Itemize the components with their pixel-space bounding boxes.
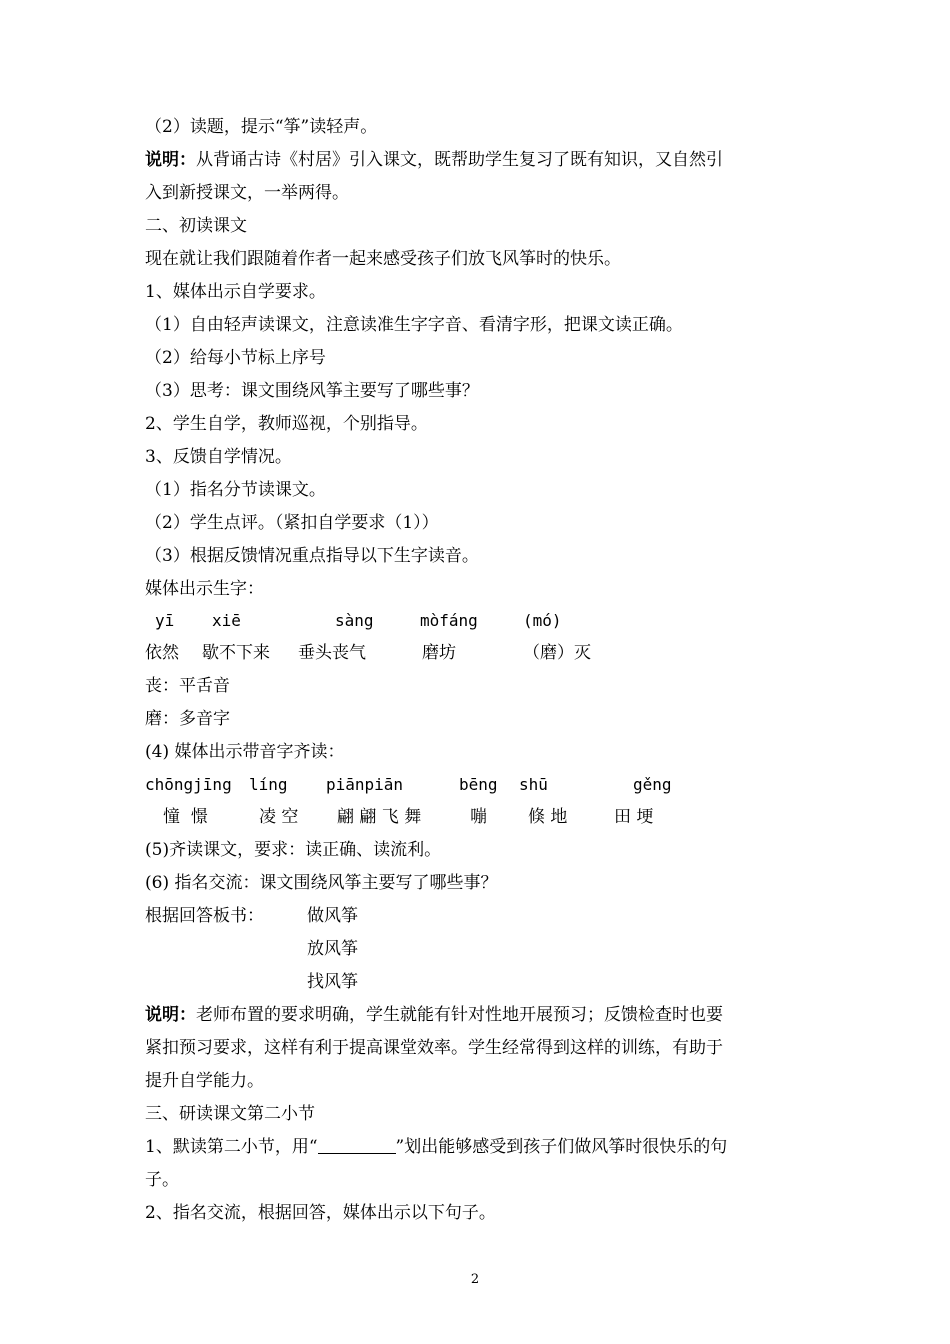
text-line: 磨：多音字: [145, 709, 230, 729]
note-label: 说明：: [145, 1005, 196, 1025]
text-line: (4) 媒体出示带音字齐读：: [145, 742, 345, 762]
pinyin: piānpiān: [326, 775, 404, 794]
pinyin: bēng: [459, 775, 498, 794]
board-item: 放风筝: [307, 939, 358, 959]
text-line: （2）学生点评。（紧扣自学要求（1））: [145, 513, 439, 533]
board-item: 做风筝: [307, 906, 358, 926]
pinyin: (mó): [523, 611, 562, 630]
text-line: 媒体出示生字：: [145, 579, 264, 599]
text-line: 入到新授课文，一举两得。: [145, 183, 349, 203]
pinyin: sàng: [335, 611, 374, 630]
note-text: 老师布置的要求明确，学生就能有针对性地开展预习；反馈检查时也要: [196, 1005, 723, 1025]
text-line: （1）指名分节读课文。: [145, 480, 326, 500]
page-number: 2: [470, 1272, 480, 1287]
text-segment: ”划出能够感受到孩子们做风筝时很快乐的句: [395, 1137, 728, 1157]
vocab-word: 翩 翩 飞 舞: [337, 807, 422, 827]
vocab-word: 磨坊: [422, 643, 456, 663]
text-line: （3）根据反馈情况重点指导以下生字读音。: [145, 546, 479, 566]
note-label: 说明：: [145, 150, 196, 170]
text-line: 丧：平舌音: [145, 676, 230, 696]
fill-in-blank: [318, 1137, 396, 1154]
text-line: （1）自由轻声读课文，注意读准生字字音、看清字形，把课文读正确。: [145, 315, 683, 335]
text-line: 提升自学能力。: [145, 1071, 264, 1091]
text-line: 子。: [145, 1170, 179, 1190]
vocab-word: 歇不下来: [202, 643, 270, 663]
vocab-word: 凌 空: [259, 807, 299, 827]
vocab-word: 依然: [145, 643, 179, 663]
note-text: 从背诵古诗《村居》引入课文，既帮助学生复习了既有知识，又自然引: [196, 150, 723, 170]
note-paragraph: [145, 1004, 723, 1026]
text-line: 1、媒体出示自学要求。: [145, 282, 326, 302]
board-item: 找风筝: [307, 972, 358, 992]
pinyin: shū: [519, 775, 548, 794]
pinyin: chōngjīng: [145, 775, 232, 794]
text-line: (5)齐读课文，要求：读正确、读流利。: [145, 840, 442, 860]
section-heading: 二、初读课文: [145, 216, 247, 236]
pinyin: yī: [155, 611, 175, 630]
text-line: 现在就让我们跟随着作者一起来感受孩子们放飞风筝时的快乐。: [145, 249, 621, 269]
text-line: (6) 指名交流：课文围绕风筝主要写了哪些事？: [145, 873, 498, 893]
text-line: 2、学生自学，教师巡视，个别指导。: [145, 414, 428, 434]
text-line: [145, 1136, 727, 1158]
text-segment: 1、默读第二小节，用“: [145, 1137, 318, 1157]
text-line: （2）读题，提示“筝”读轻声。: [145, 117, 378, 137]
vocab-word: 憧 憬: [163, 807, 208, 827]
note-paragraph: [145, 149, 723, 171]
board-label: 根据回答板书：: [145, 906, 264, 926]
pinyin: mòfáng: [420, 611, 478, 630]
vocab-word: （磨）灭: [523, 643, 591, 663]
section-heading: 三、研读课文第二小节: [145, 1104, 315, 1124]
text-line: （3）思考：课文围绕风筝主要写了哪些事？: [145, 381, 479, 401]
vocab-word: 田 埂: [614, 807, 654, 827]
pinyin: líng: [249, 775, 288, 794]
pinyin: gěng: [633, 775, 672, 794]
text-line: 3、反馈自学情况。: [145, 447, 292, 467]
pinyin: xiē: [212, 611, 241, 630]
text-line: （2）给每小节标上序号: [145, 348, 326, 368]
vocab-word: 嘣: [470, 807, 487, 827]
text-line: 2、指名交流，根据回答，媒体出示以下句子。: [145, 1203, 496, 1223]
vocab-word: 垂头丧气: [298, 643, 366, 663]
vocab-word: 倏 地: [528, 807, 568, 827]
text-line: 紧扣预习要求，这样有利于提高课堂效率。学生经常得到这样的训练，有助于: [145, 1038, 723, 1058]
